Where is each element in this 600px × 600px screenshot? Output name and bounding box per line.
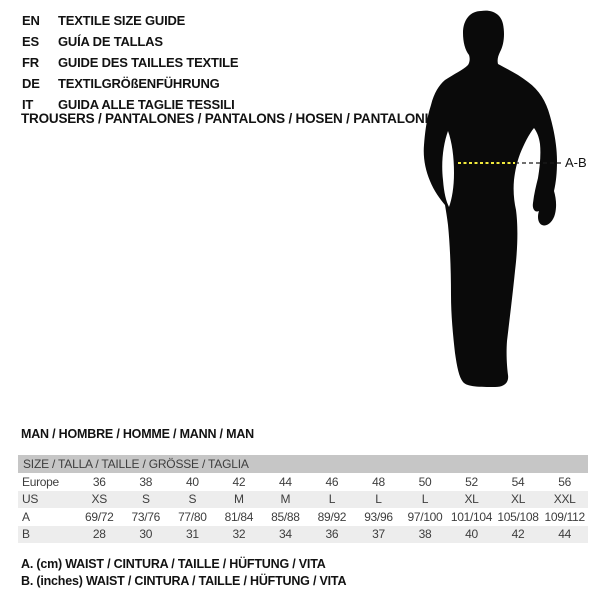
size-cell: 44: [279, 474, 292, 489]
language-label: GUÍA DE TALLAS: [58, 34, 163, 49]
size-cell: XXL: [541, 491, 588, 509]
size-cell: 42: [495, 526, 542, 544]
size-cell: 32: [216, 526, 263, 544]
size-cell: 93/96: [364, 509, 393, 524]
size-cell: 50: [418, 474, 432, 489]
man-figure: [415, 5, 590, 390]
size-cell: 38: [139, 474, 153, 489]
size-table-body: [18, 473, 588, 543]
language-code: EN: [22, 13, 40, 28]
language-row-fr: [22, 52, 238, 73]
size-cell: 48: [372, 474, 385, 489]
size-cell: 77/80: [178, 509, 207, 524]
language-row-es: [22, 31, 238, 52]
language-row-de: [22, 73, 238, 94]
size-cell: 54: [511, 474, 525, 489]
size-cell: 101/104: [450, 509, 493, 524]
size-cell: 40: [448, 526, 495, 544]
size-table: [18, 455, 588, 543]
size-cell: 97/100: [407, 509, 443, 524]
note-a: A. (cm) WAIST / CINTURA / TAILLE / HÜFTUNG / VITA: [21, 557, 326, 571]
size-cell: L: [402, 491, 449, 509]
note-b: B. (inches) WAIST / CINTURA / TAILLE / HÜFTUNG / VITA: [21, 573, 347, 588]
language-label: GUIDE DES TAILLES TEXTILE: [58, 55, 239, 70]
size-cell: 28: [76, 526, 123, 544]
row-label: B: [18, 526, 76, 544]
size-cell: 56: [558, 474, 572, 489]
figure-panel: [415, 5, 590, 390]
language-label: TEXTILGRÖßENFÜHRUNG: [58, 76, 220, 91]
gender-title: MAN / HOMBRE / HOMME / MANN / MAN: [21, 427, 254, 441]
size-cell: 73/76: [131, 509, 161, 524]
size-cell: 69/72: [85, 509, 114, 524]
size-cell: S: [169, 491, 216, 509]
size-cell: 85/88: [271, 509, 300, 524]
size-cell: XS: [76, 491, 123, 509]
table-row-b: [18, 526, 588, 544]
language-code: DE: [22, 76, 40, 91]
language-list: [22, 10, 238, 115]
language-code: ES: [22, 34, 39, 49]
size-cell: 81/84: [224, 509, 254, 524]
size-table-header-row: [18, 455, 588, 473]
size-cell: 37: [355, 526, 402, 544]
size-cell: 46: [325, 474, 339, 489]
size-cell: 34: [262, 526, 309, 544]
size-cell: 36: [309, 526, 356, 544]
notes-block: [21, 556, 346, 589]
language-code: FR: [22, 55, 39, 70]
size-table-header-cell: SIZE / TALLA / TAILLE / GRÖSSE / TAGLIA: [18, 455, 588, 473]
language-label: TEXTILE SIZE GUIDE: [58, 13, 186, 28]
language-code: IT: [22, 97, 34, 112]
man-silhouette: [424, 11, 557, 387]
row-label: A: [22, 509, 30, 524]
size-cell: XL: [495, 491, 542, 509]
size-cell: 40: [185, 474, 199, 489]
size-cell: 42: [232, 474, 246, 489]
size-cell: S: [123, 491, 170, 509]
size-cell: 31: [169, 526, 216, 544]
language-row-en: [22, 10, 238, 31]
size-cell: 89/92: [317, 509, 347, 524]
size-cell: 30: [123, 526, 170, 544]
size-cell: L: [355, 491, 402, 509]
size-cell: 109/112: [544, 509, 585, 524]
size-cell: XL: [448, 491, 495, 509]
category-title: TROUSERS / PANTALONES / PANTALONS / HOSEN / PANTALONI: [21, 111, 429, 126]
row-label: Europe: [22, 474, 59, 489]
size-cell: M: [262, 491, 309, 509]
size-cell: 36: [92, 474, 106, 489]
size-cell: 44: [541, 526, 588, 544]
row-label: US: [18, 491, 76, 509]
size-cell: 105/108: [497, 509, 539, 524]
ab-measure-label: A-B: [565, 155, 587, 170]
size-cell: M: [216, 491, 263, 509]
size-cell: 52: [465, 474, 478, 489]
table-row-europe: [18, 473, 588, 491]
table-row-us: [18, 491, 588, 509]
size-cell: L: [309, 491, 356, 509]
size-cell: 38: [402, 526, 449, 544]
language-label: GUIDA ALLE TAGLIE TESSILI: [58, 97, 235, 112]
table-row-a: [18, 508, 588, 526]
